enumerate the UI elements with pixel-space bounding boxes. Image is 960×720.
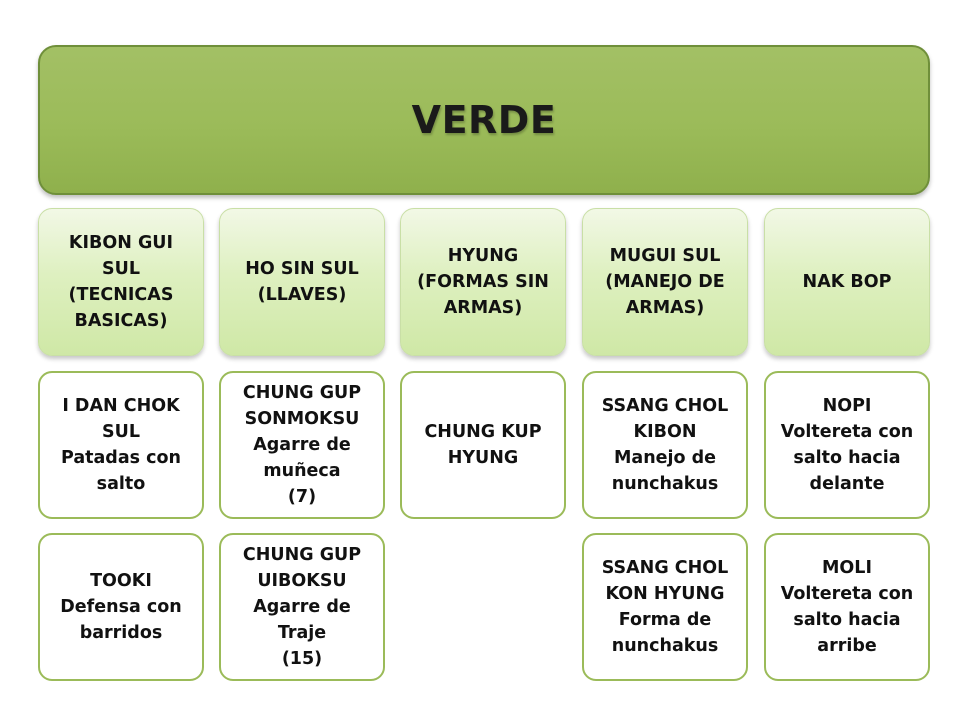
column-header-label: MUGUI SUL (MANEJO DE ARMAS)	[605, 246, 725, 318]
column-header-label: HO SIN SUL (LLAVES)	[245, 259, 359, 305]
technique-label: SSANG CHOL KON HYUNG Forma de nunchakus	[601, 558, 729, 656]
slide-title: VERDE	[411, 98, 557, 142]
technique-box-i-dan-chok-sul	[38, 371, 204, 519]
technique-box-tooki	[38, 533, 204, 681]
technique-label: MOLI Voltereta con salto hacia arribe	[780, 558, 914, 656]
column-header-label: HYUNG (FORMAS SIN ARMAS)	[417, 246, 549, 318]
technique-box-chung-gup-sonmoksu	[219, 371, 385, 519]
technique-label: CHUNG GUP UIBOKSU Agarre de Traje (15)	[242, 545, 362, 669]
technique-box-moli	[764, 533, 930, 681]
technique-label: CHUNG KUP HYUNG	[424, 422, 542, 468]
title-banner	[38, 45, 930, 195]
column-header-kibon-gui-sul	[38, 208, 204, 356]
technique-box-nopi	[764, 371, 930, 519]
technique-box-ssang-chol-kon-hyung	[582, 533, 748, 681]
technique-box-ssang-chol-kibon	[582, 371, 748, 519]
technique-label: I DAN CHOK SUL Patadas con salto	[60, 396, 182, 494]
column-header-label: KIBON GUI SUL (TECNICAS BASICAS)	[68, 233, 174, 331]
column-header-mugui-sul	[582, 208, 748, 356]
technique-box-chung-gup-uiboksu	[219, 533, 385, 681]
technique-label: SSANG CHOL KIBON Manejo de nunchakus	[601, 396, 729, 494]
column-header-ho-sin-sul	[219, 208, 385, 356]
technique-label: TOOKI Defensa con barridos	[60, 571, 182, 643]
column-header-nak-bop	[764, 208, 930, 356]
column-header-label: NAK BOP	[802, 272, 892, 292]
technique-label: NOPI Voltereta con salto hacia delante	[780, 396, 914, 494]
technique-box-chung-kup-hyung	[400, 371, 566, 519]
column-header-hyung	[400, 208, 566, 356]
technique-label: CHUNG GUP SONMOKSU Agarre de muñeca (7)	[242, 383, 362, 507]
